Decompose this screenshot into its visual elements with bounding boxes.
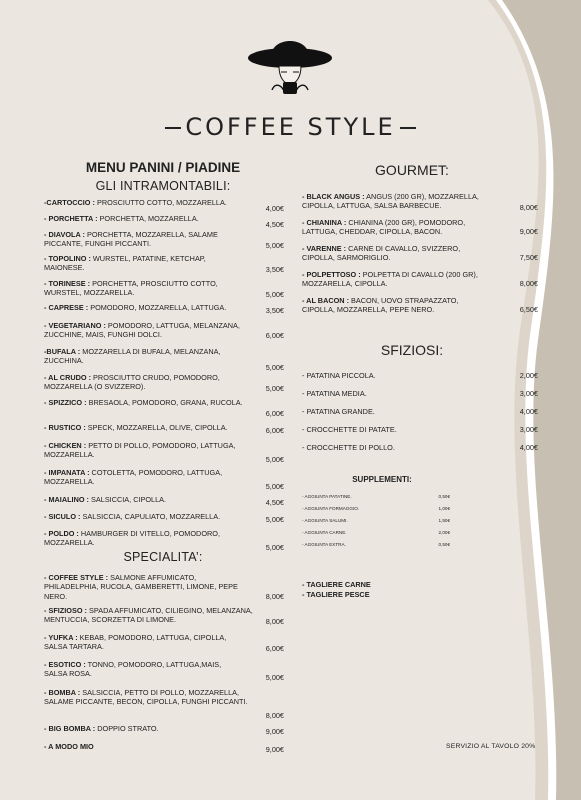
left-menu-subtitle: GLI INTRAMONTABILI:: [95, 179, 231, 193]
price: 6,00€: [265, 408, 284, 418]
price: 9,00€: [519, 227, 538, 236]
menu-item: - ESOTICO : TONNO, POMODORO, LATTUGA,MAIS, SALSA ROSA. 5,00€: [44, 660, 284, 682]
supplement-item: - AGGIUNTA EXTRA. 0,50€: [302, 539, 450, 551]
price: 4,50€: [265, 219, 284, 229]
menu-item: - AL BACON : BACON, UOVO STRAPAZZATO, CIPOLLA, MOZZARELLA, PEPE NERO. 6,50€: [302, 296, 538, 315]
sfiziosi-title: SFIZIOSI:: [380, 342, 444, 358]
menu-item: - BLACK ANGUS : ANGUS (200 GR), MOZZARELLA, CIPOLLA, LATTUGA, SALSA BARBECUE. 8,00€: [302, 192, 538, 212]
menu-item: - CAPRESE : POMODORO, MOZZARELLA, LATTUGA. 3,50€: [44, 303, 284, 315]
menu-item: - A MODO MIO 9,00€: [44, 742, 284, 754]
gourmet-list: [302, 192, 538, 316]
price: 4,00€: [265, 203, 284, 213]
menu-item: - PATATINA MEDIA. 3,00€: [302, 389, 538, 398]
left-menu-title: MENU PANINI / PIADINE: [85, 160, 241, 175]
price: 8,00€: [519, 279, 538, 288]
price: 5,00€: [265, 289, 284, 299]
supplement-item: - AGGIUNTA FORMAGGIO. 1,00€: [302, 503, 450, 515]
price: 5,00€: [265, 383, 284, 393]
menu-item: -BUFALA : MOZZARELLA DI BUFALA, MELANZANA, ZUCCHINA. 5,00€: [44, 347, 284, 372]
menu-item: - RUSTICO : SPECK, MOZZARELLA, OLIVE, CIPOLLA. 6,00€: [44, 423, 284, 435]
price: 8,00€: [265, 591, 284, 601]
price: 5,00€: [265, 481, 284, 491]
supplement-item: - AGGIUNTA SALUMI. 1,50€: [302, 515, 450, 527]
price: 3,50€: [265, 264, 284, 274]
menu-item: - MAIALINO : SALSICCIA, CIPOLLA. 4,50€: [44, 495, 284, 507]
menu-item: - BIG BOMBA : DOPPIO STRATO. 9,00€: [44, 724, 284, 736]
price: 9,00€: [265, 726, 284, 736]
menu-item: - BOMBA : SALSICCIA, PETTO DI POLLO, MOZZARELLA, SALAME PICCANTE, BECON, CIPOLLA, FUNGHI PICCANTI. 8,00€: [44, 688, 284, 720]
supplement-item: - AGGIUNTA PATATINE. 0,50€: [302, 491, 450, 503]
menu-item: - VEGETARIANO : POMODORO, LATTUGA, MELANZANA, ZUCCHINE, MAIS, FUNGHI DOLCI. 6,00€: [44, 321, 284, 340]
price: 5,00€: [265, 240, 284, 250]
price: 5,00€: [265, 454, 284, 464]
menu-item: - PATATINA GRANDE. 4,00€: [302, 407, 538, 416]
price: 3,00€: [519, 389, 538, 398]
menu-item: - POLDO : HAMBURGER DI VITELLO, POMODORO, MOZZARELLA. 5,00€: [44, 529, 284, 552]
menu-item: - CHICKEN : PETTO DI POLLO, POMODORO, LATTUGA, MOZZARELLA. 5,00€: [44, 441, 284, 464]
specialita-list: [44, 573, 284, 754]
price: 2,00€: [438, 530, 450, 535]
menu-item: - SPIZZICO : BRESAOLA, POMODORO, GRANA, RUCOLA. 6,00€: [44, 398, 284, 418]
price: 3,50€: [265, 305, 284, 315]
menu-item: -CARTOCCIO : PROSCIUTTO COTTO, MOZZARELLA. 4,00€: [44, 198, 284, 213]
price: 4,00€: [519, 407, 538, 416]
menu-item: - VARENNE : CARNE DI CAVALLO, SVIZZERO, CIPOLLA, SARMORIGLIO. 7,50€: [302, 244, 538, 263]
price: 9,00€: [265, 744, 284, 754]
price: 4,50€: [265, 497, 284, 507]
menu-item: - YUFKA : KEBAB, POMODORO, LATTUGA, CIPOLLA, SALSA TARTARA. 6,00€: [44, 633, 284, 653]
price: 5,00€: [265, 362, 284, 372]
menu-item: - IMPANATA : COTOLETTA, POMODORO, LATTUGA, MOZZARELLA. 5,00€: [44, 468, 284, 491]
menu-item: - PATATINA PICCOLA. 2,00€: [302, 371, 538, 380]
brand-title: [0, 113, 581, 141]
price: 4,00€: [519, 443, 538, 452]
brand-text: COFFEE STYLE: [185, 113, 396, 141]
price: 6,50€: [519, 305, 538, 314]
tagliere-carne: - TAGLIERE CARNE: [302, 580, 371, 589]
menu-item: - SICULO : SALSICCIA, CAPULIATO, MOZZARELLA. 5,00€: [44, 512, 284, 524]
price: 0,50€: [438, 494, 450, 499]
menu-item: - PORCHETTA : PORCHETTA, MOZZARELLA. 4,50€: [44, 214, 284, 229]
menu-item: - TOPOLINO : WURSTEL, PATATINE, KETCHAP, MAIONESE. 3,50€: [44, 254, 284, 274]
price: 2,00€: [519, 371, 538, 380]
menu-item: - SFIZIOSO : SPADA AFFUMICATO, CILIEGINO, MELANZANA, MENTUCCIA, SCORZETTA DI LIMONE. 8,00€: [44, 606, 284, 626]
menu-item: - POLPETTOSO : POLPETTA DI CAVALLO (200 GR), MOZZARELLA, CIPOLLA. 8,00€: [302, 270, 538, 289]
price: 8,00€: [519, 203, 538, 212]
specialita-title: SPECIALITA’:: [123, 550, 203, 564]
supplement-item: - AGGIUNTA CARNE. 2,00€: [302, 527, 450, 539]
menu-item: - COFFEE STYLE : SALMONE AFFUMICATO, PHILADELPHIA, RUCOLA, GAMBERETTI, LIMONE, PEPE NERO. 8,00€: [44, 573, 284, 601]
menu-item: - CROCCHETTE DI PATATE. 3,00€: [302, 425, 538, 434]
price: 5,00€: [265, 514, 284, 524]
sfiziosi-list: [302, 371, 538, 461]
taglieri-list: [302, 580, 462, 599]
gourmet-title: GOURMET:: [375, 162, 449, 178]
supplementi-list: [302, 491, 450, 551]
menu-item: - TORINESE : PORCHETTA, PROSCIUTTO COTTO, WURSTEL, MOZZARELLA. 5,00€: [44, 279, 284, 299]
menu-item: - CHIANINA : CHIANINA (200 GR), POMODORO, LATTUGA, CHEDDAR, CIPOLLA, BACON. 9,00€: [302, 218, 538, 237]
price: 6,00€: [265, 643, 284, 653]
price: 1,00€: [438, 506, 450, 511]
service-charge-note: SERVIZIO AL TAVOLO 20%: [446, 743, 536, 750]
price: 6,00€: [265, 331, 284, 340]
tagliere-pesce: - TAGLIERE PESCE: [302, 589, 370, 599]
price: 1,50€: [438, 518, 450, 523]
price: 8,00€: [265, 710, 284, 720]
price: 7,50€: [519, 253, 538, 262]
menu-item: - AL CRUDO : PROSCIUTTO CRUDO, POMODORO, MOZZARELLA (O SVIZZERO). 5,00€: [44, 373, 284, 393]
panini-list: [44, 198, 284, 552]
price: 5,00€: [265, 672, 284, 682]
price: 5,00€: [265, 542, 284, 552]
price: 6,00€: [265, 425, 284, 435]
menu-item: - DIAVOLA : PORCHETTA, MOZZARELLA, SALAME PICCANTE, FUNGHI PICCANTI. 5,00€: [44, 230, 284, 250]
menu-item: - CROCCHETTE DI POLLO. 4,00€: [302, 443, 538, 452]
price: 3,00€: [519, 425, 538, 434]
supplementi-title: SUPPLEMENTI:: [352, 475, 412, 484]
price: 8,00€: [265, 616, 284, 626]
price: 0,50€: [438, 542, 450, 547]
